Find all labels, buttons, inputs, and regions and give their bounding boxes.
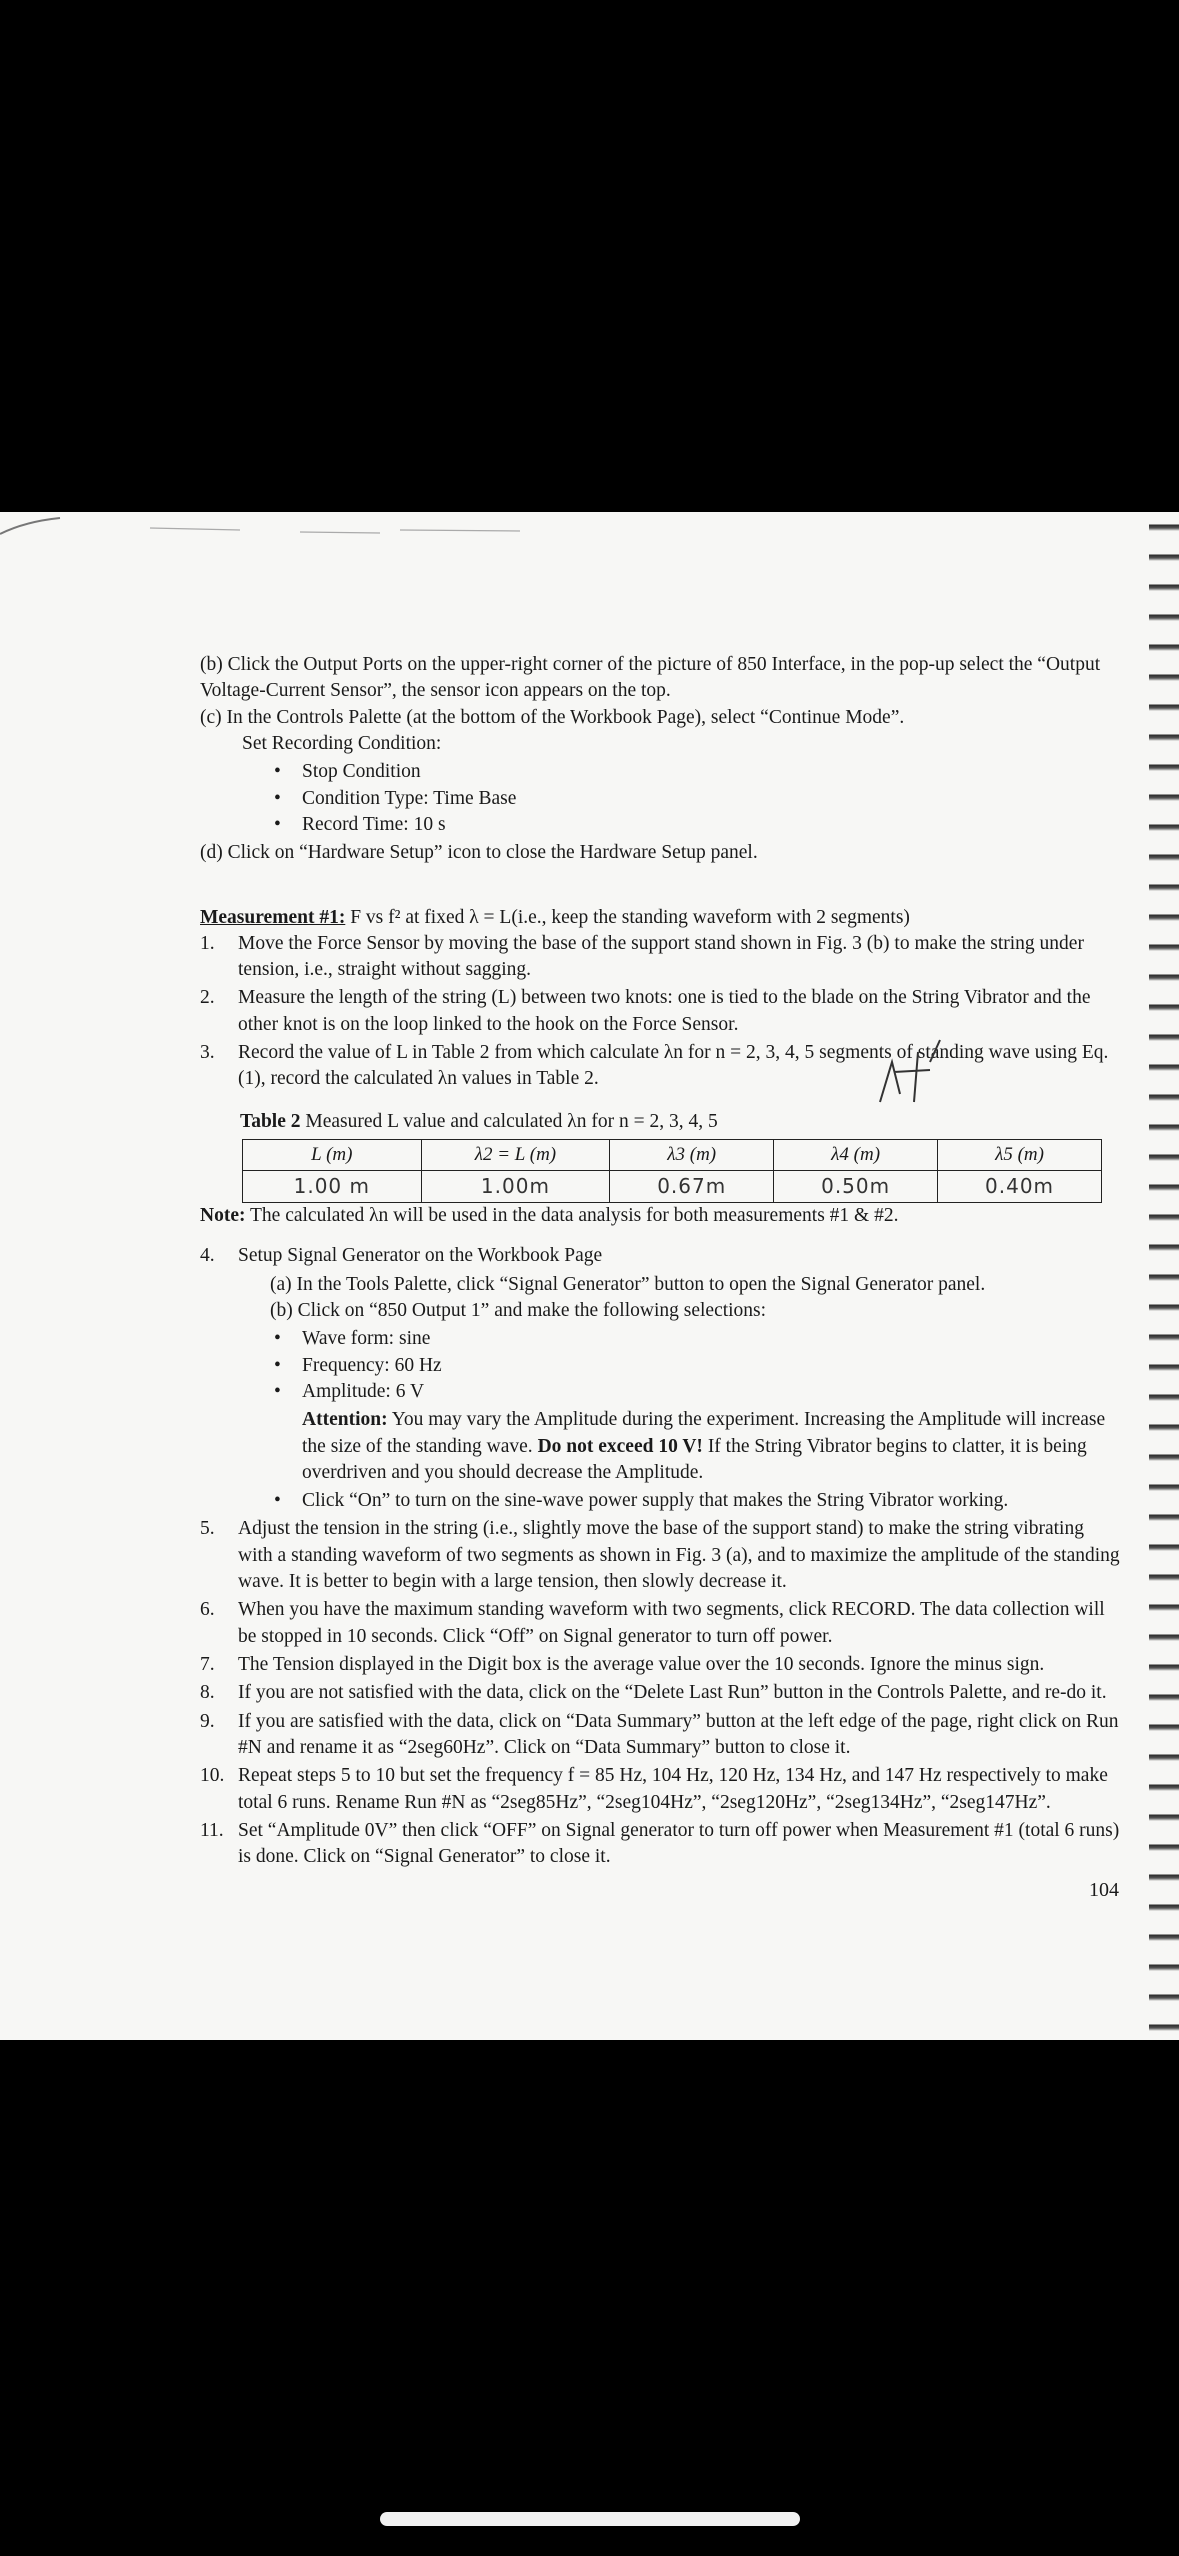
home-indicator[interactable]: [380, 2512, 800, 2526]
document-body: [200, 652, 1120, 1873]
recording-item: • Record Time: 10 s: [302, 812, 1120, 838]
step-item: 9. If you are satisfied with the data, click on “Data Summary” button at the left edge of the page, right click on Run #N and rename it as “2seg60Hz”. Click on “Data Summary” button to close it.: [200, 1710, 1119, 1758]
step-item: 8. If you are not satisfied with the data, click on the “Delete Last Run” button in the Controls Palette, and re-do it.: [200, 1682, 1107, 1704]
table-cell-handwritten: 0.50m: [774, 1171, 938, 1203]
table-cell-handwritten: 1.00 m: [243, 1171, 422, 1203]
signal-on-list: [200, 1488, 1120, 1514]
step-b: (b) Click the Output Ports on the upper-right corner of the picture of 850 Interface, in the pop-up select the “Output Voltage-Current Sensor”, the sensor icon appears on the top.: [200, 654, 1101, 702]
signal-settings-list: [200, 1326, 1120, 1405]
table-header: λ5 (m): [938, 1140, 1102, 1171]
table-2: [242, 1139, 1102, 1203]
recording-list: [200, 759, 1120, 838]
steps-5-11: [200, 1516, 1120, 1870]
step-d: (d) Click on “Hardware Setup” icon to close the Hardware Setup panel.: [200, 842, 758, 864]
signal-setting: • Amplitude: 6 V: [302, 1379, 1120, 1405]
step-item: 3. Record the value of L in Table 2 from which calculate λn for n = 2, 3, 4, 5 segments of standing wave using Eq. (1), record the calculated λn values in Table 2.: [200, 1042, 1109, 1090]
table-row: [243, 1171, 1102, 1203]
table-header: λ4 (m): [774, 1140, 938, 1171]
handwritten-mark: [870, 1032, 950, 1112]
signal-setting: • Frequency: 60 Hz: [302, 1353, 1120, 1379]
spiral-binding: [1149, 512, 1179, 2040]
recording-item: • Condition Type: Time Base: [302, 786, 1120, 812]
step-item: 4. Setup Signal Generator on the Workbook Page: [200, 1245, 603, 1267]
step-item: 1. Move the Force Sensor by moving the base of the support stand shown in Fig. 3 (b) to make the string under tension, i.e., straight without sagging.: [200, 932, 1084, 981]
recording-item: • Stop Condition: [302, 759, 1120, 785]
measurement-desc: F vs f² at fixed λ = L(i.e., keep the standing waveform with 2 segments): [345, 906, 910, 928]
step-item: 2. Measure the length of the string (L) between two knots: one is tied to the blade on the String Vibrator and the other knot is on the loop linked to the hook on the Force Sensor.: [200, 987, 1091, 1035]
pen-stroke-top-left: [0, 512, 600, 552]
step-c: (c) In the Controls Palette (at the bottom of the Workbook Page), select “Continue Mode”.: [200, 706, 905, 728]
step-item: 10. Repeat steps 5 to 10 but set the frequency f = 85 Hz, 104 Hz, 120 Hz, 134 Hz, and 147 Hz respectively to make total 6 runs. Rename Run #N as “2seg85Hz”, “2seg104Hz”, “2seg120Hz”, “2seg134Hz”, “2seg147Hz”.: [200, 1765, 1108, 1813]
step-4a: (a) In the Tools Palette, click “Signal Generator” button to open the Signal Generator panel.: [270, 1273, 986, 1295]
measurement-title: Measurement #1:: [200, 906, 346, 928]
table-header: λ2 = L (m): [421, 1140, 610, 1171]
step-4: [200, 1243, 1120, 1269]
step-item: 5. Adjust the tension in the string (i.e., slightly move the base of the support stand) to make the string vibrating with a standing waveform of two segments as shown in Fig. 3 (a), and to maximize the amplitude of the standing wave. It is better to begin with a large tension, then slowly decrease it.: [200, 1518, 1120, 1593]
signal-setting: • Wave form: sine: [302, 1326, 1120, 1352]
step-item: 6. When you have the maximum standing waveform with two segments, click RECORD. The data collection will be stopped in 10 seconds. Click “Off” on Signal generator to turn off power.: [200, 1599, 1105, 1647]
steps-1-3: [200, 931, 1120, 1093]
measurement-heading: [200, 905, 1120, 931]
table-cell-handwritten: 1.00m: [421, 1171, 610, 1203]
page-number: 104: [1089, 1879, 1119, 1901]
table-cell-handwritten: 0.40m: [938, 1171, 1102, 1203]
attention-paragraph: Attention: You may vary the Amplitude during the experiment. Increasing the Amplitude will increase the size of the standing wave. Do not exceed 10 V! If the String Vibrator begins to clatter, it is being overdriven and you should decrease the Amplitude.: [302, 1409, 1106, 1483]
scanned-page: [0, 512, 1179, 2040]
table-cell-handwritten: 0.67m: [610, 1171, 774, 1203]
step-4b: (b) Click on “850 Output 1” and make the following selections:: [270, 1299, 767, 1321]
table-caption: Table 2 Measured L value and calculated λn for n = 2, 3, 4, 5: [240, 1110, 718, 1132]
signal-on-item: • Click “On” to turn on the sine-wave power supply that makes the String Vibrator working.: [302, 1488, 1120, 1514]
table-note: Note: The calculated λn will be used in the data analysis for both measurements #1 & #2.: [200, 1205, 899, 1226]
table-header-row: [243, 1140, 1102, 1171]
table-header: L (m): [243, 1140, 422, 1171]
recording-heading: Set Recording Condition:: [242, 732, 442, 754]
step-item: 11. Set “Amplitude 0V” then click “OFF” on Signal generator to turn off power when Measurement #1 (total 6 runs) is done. Click on “Signal Generator” to close it.: [200, 1819, 1120, 1868]
step-item: 7. The Tension displayed in the Digit box is the average value over the 10 seconds. Ignore the minus sign.: [200, 1654, 1045, 1675]
table-header: λ3 (m): [610, 1140, 774, 1171]
